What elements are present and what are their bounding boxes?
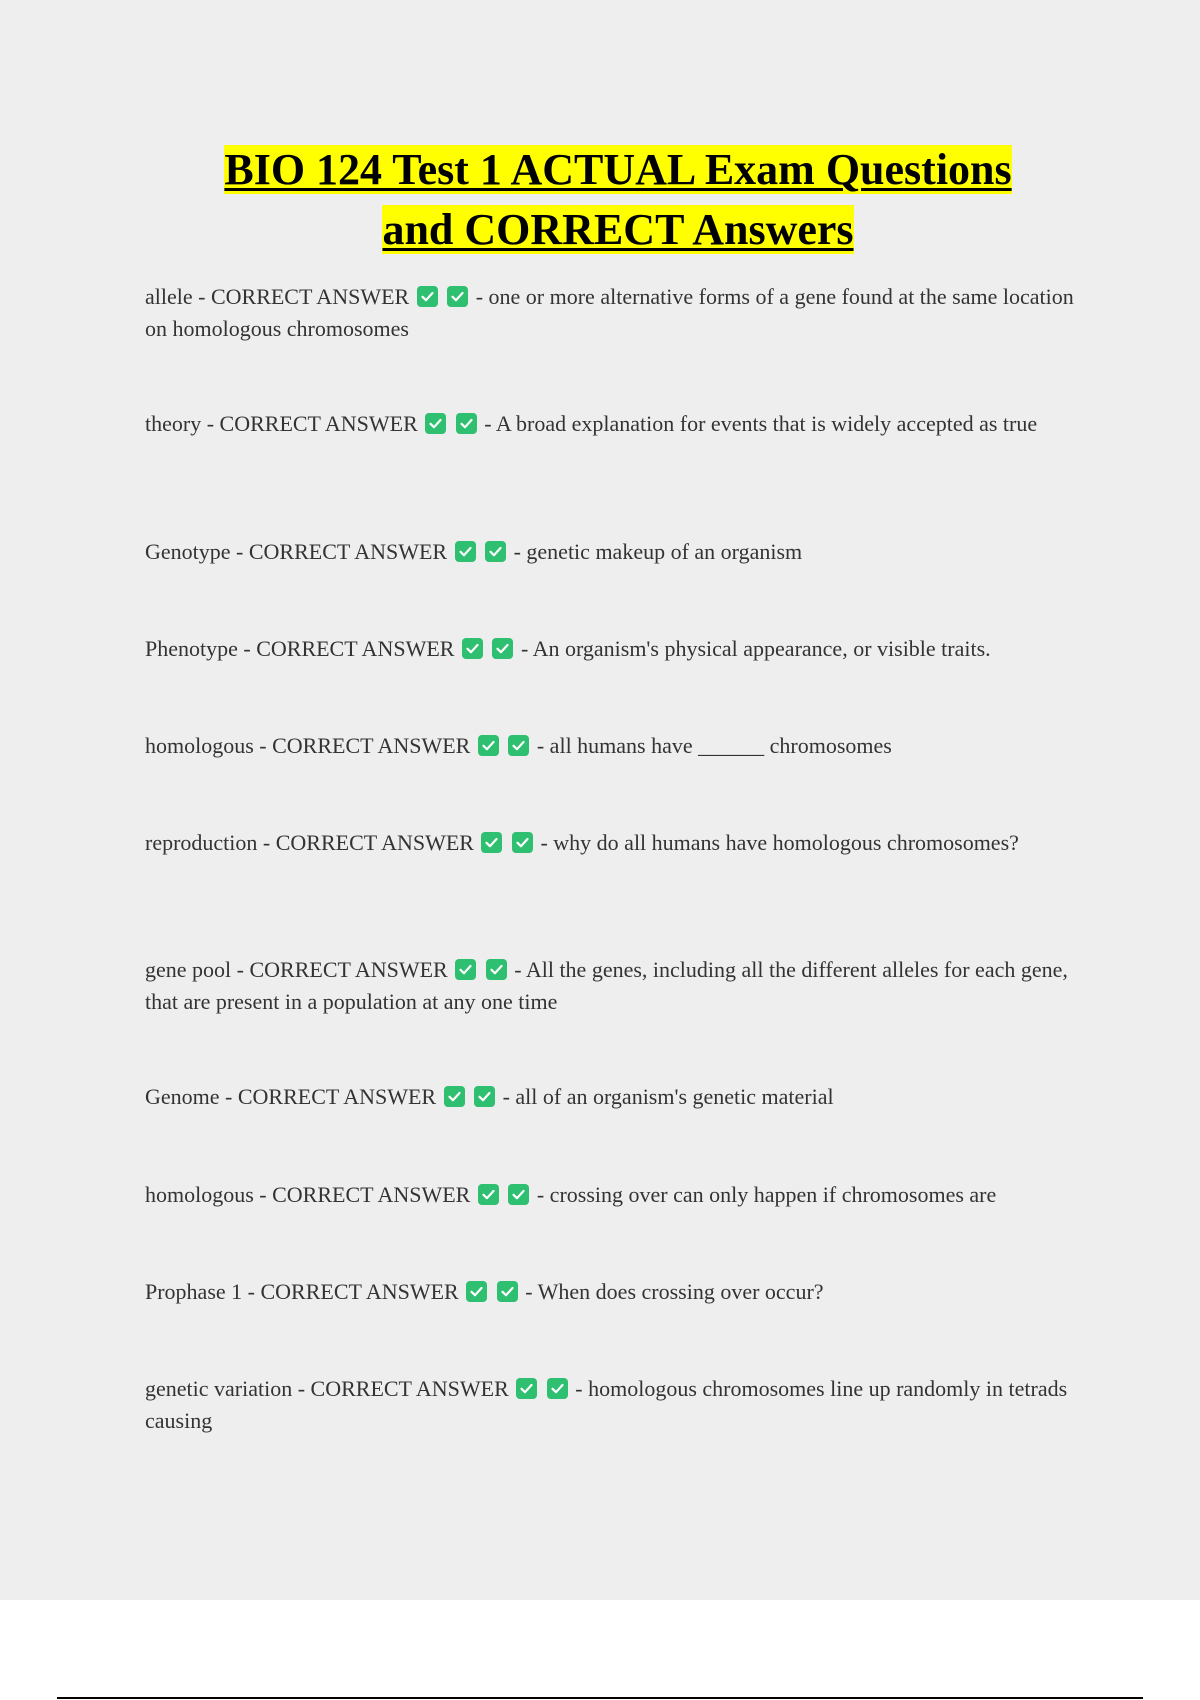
check-mark-icon: [474, 1086, 495, 1107]
entry-definition: - one or more alternative forms of a gene found at the same location on homologous chromosomes: [145, 284, 1074, 341]
entry-definition: - All the genes, including all the different alleles for each gene, that are present in a population at any one time: [145, 957, 1068, 1014]
qa-entry: [145, 954, 1085, 1018]
check-mark-icon: [512, 832, 533, 853]
entry-definition: - A broad explanation for events that is widely accepted as true: [484, 411, 1038, 436]
entry-term: genetic variation - CORRECT ANSWER: [145, 1376, 509, 1401]
qa-entry: [145, 1373, 1085, 1437]
check-mark-icon: [516, 1378, 537, 1399]
check-mark-icon: [444, 1086, 465, 1107]
footer-divider: [57, 1697, 1143, 1699]
entry-term: homologous - CORRECT ANSWER: [145, 1182, 471, 1207]
entry-definition: - all humans have ______ chromosomes: [536, 733, 892, 758]
check-mark-icon: [478, 1184, 499, 1205]
check-mark-icon: [478, 735, 499, 756]
entry-term: Genotype - CORRECT ANSWER: [145, 539, 448, 564]
check-mark-icon: [481, 832, 502, 853]
entry-definition: - An organism's physical appearance, or visible traits.: [520, 636, 991, 661]
entry-term: allele - CORRECT ANSWER: [145, 284, 410, 309]
entry-definition: - all of an organism's genetic material: [502, 1084, 834, 1109]
check-mark-icon: [462, 638, 483, 659]
qa-entry: [145, 536, 1085, 568]
qa-entry: [145, 1081, 1085, 1113]
check-mark-icon: [417, 286, 438, 307]
check-mark-icon: [455, 959, 476, 980]
qa-entry: [145, 1276, 1085, 1308]
check-mark-icon: [466, 1281, 487, 1302]
entry-definition: - genetic makeup of an organism: [513, 539, 803, 564]
entry-term: gene pool - CORRECT ANSWER: [145, 957, 448, 982]
entry-term: Genome - CORRECT ANSWER: [145, 1084, 437, 1109]
entry-definition: - crossing over can only happen if chromosomes are: [536, 1182, 997, 1207]
entry-definition: - homologous chromosomes line up randomly in tetrads causing: [145, 1376, 1068, 1433]
qa-entry: [145, 827, 1085, 859]
qa-entry: [145, 730, 1085, 762]
check-mark-icon: [456, 413, 477, 434]
document-title: [0, 140, 1200, 260]
check-mark-icon: [508, 735, 529, 756]
title-line-2: [0, 200, 1200, 260]
qa-entry: [145, 408, 1085, 440]
check-mark-icon: [497, 1281, 518, 1302]
check-mark-icon: [425, 413, 446, 434]
qa-entry: [145, 633, 1085, 665]
title-line-2-text: and CORRECT Answers: [382, 205, 854, 254]
title-line-1-text: BIO 124 Test 1 ACTUAL Exam Questions: [224, 145, 1012, 194]
check-mark-icon: [447, 286, 468, 307]
qa-entry: [145, 1179, 1085, 1211]
entry-term: Phenotype - CORRECT ANSWER: [145, 636, 455, 661]
entry-definition: - why do all humans have homologous chromosomes?: [540, 830, 1019, 855]
check-mark-icon: [492, 638, 513, 659]
check-mark-icon: [485, 541, 506, 562]
entry-definition: - When does crossing over occur?: [525, 1279, 824, 1304]
check-mark-icon: [547, 1378, 568, 1399]
check-mark-icon: [508, 1184, 529, 1205]
qa-entry: [145, 281, 1085, 345]
entry-term: theory - CORRECT ANSWER: [145, 411, 418, 436]
check-mark-icon: [486, 959, 507, 980]
entry-term: Prophase 1 - CORRECT ANSWER: [145, 1279, 459, 1304]
check-mark-icon: [455, 541, 476, 562]
title-line-1: [0, 140, 1200, 200]
entry-term: reproduction - CORRECT ANSWER: [145, 830, 474, 855]
entry-term: homologous - CORRECT ANSWER: [145, 733, 471, 758]
